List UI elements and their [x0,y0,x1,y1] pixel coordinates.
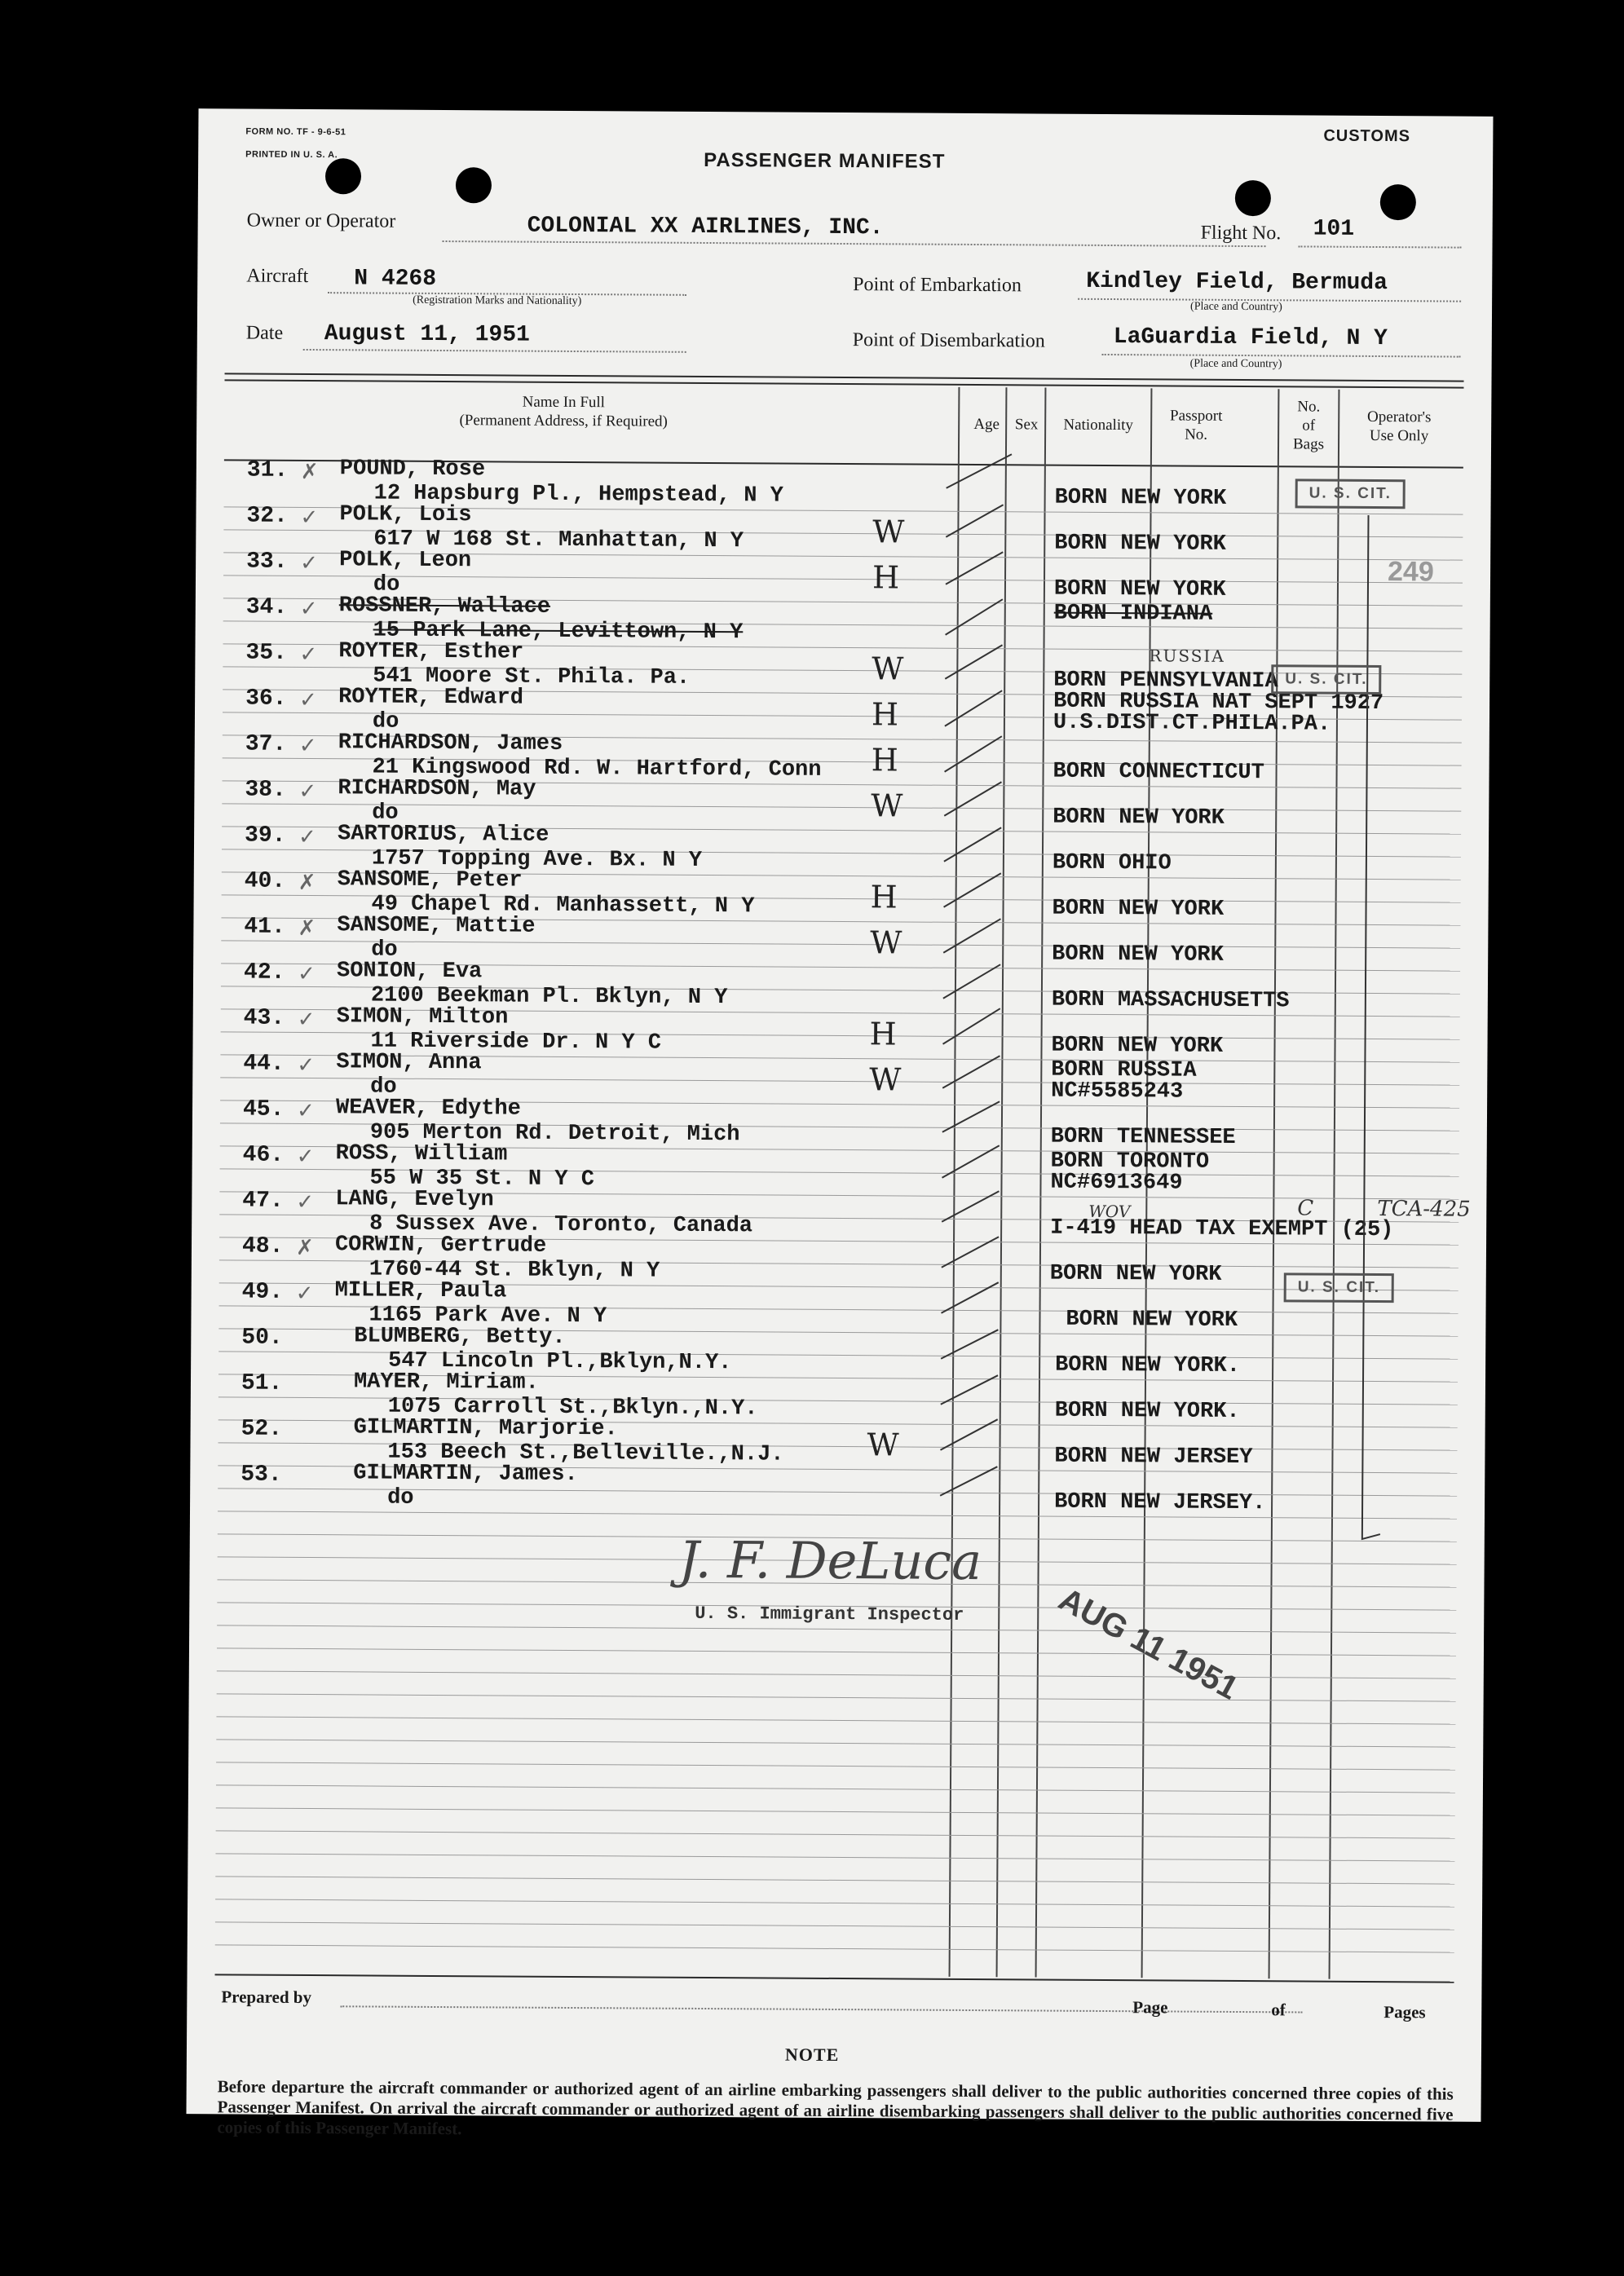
customs-label: CUSTOMS [1323,126,1411,146]
check-mark-icon: ✓ [299,687,317,712]
passenger-nationality: BORN PENNSYLVANIA [1053,668,1278,695]
passenger-name: POLK, Leon [339,548,472,574]
passenger-sex: W [872,514,905,550]
passenger-name: ROYTER, Edward [338,685,524,711]
passenger-address: 21 Kingswood Rd. W. Hartford, Conn [372,755,822,783]
col-name-sub: (Permanent Address, if Required) [459,412,668,430]
passenger-nationality: I-419 HEAD TAX EXEMPT (25) [1050,1215,1394,1243]
passenger-nationality: BORN NEW YORK [1066,1307,1238,1333]
russia-note: RUSSIA [1149,646,1225,666]
embark-label: Point of Embarkation [853,274,1022,297]
check-mark-icon: ✗ [295,1235,314,1260]
passenger-address: 15 Park Lane, Levittown, N Y [373,618,744,646]
check-mark-icon: ✓ [299,596,318,621]
form-title: PASSENGER MANIFEST [704,148,946,173]
passenger-nationality: BORN NEW YORK [1052,942,1224,968]
passenger-address: 1165 Park Ave. N Y [368,1303,607,1330]
date-stamp: AUG 11 1951 [1053,1581,1244,1707]
passenger-address: 12 Hapsburg Pl., Hempstead, N Y [373,481,784,509]
aircraft-caption: (Registration Marks and Nationality) [413,293,582,308]
passenger-nationality: BORN RUSSIA [1051,1057,1197,1083]
passenger-nationality: BORN NEW YORK [1052,896,1225,922]
passenger-nationality-2: NC#6913649 [1050,1170,1183,1196]
pages-label: Pages [1383,2002,1426,2022]
passenger-sex: H [872,559,900,596]
passenger-address: 547 Lincoln Pl.,Bklyn,N.Y. [388,1348,732,1376]
us-cit-stamp: U. S. CIT. [1295,479,1406,509]
passenger-sex: W [869,1061,902,1098]
passenger-address: 153 Beech St.,Belleville.,N.J. [387,1440,784,1467]
row-number: 37. [245,731,287,757]
passenger-address: 55 W 35 St. N Y C [369,1166,595,1193]
check-mark-icon: ✓ [300,505,319,530]
col-op-1: Operator's [1367,408,1432,426]
passenger-address: do [372,709,399,734]
aircraft-value: N 4268 [354,266,437,292]
printed-in: PRINTED IN U. S. A. [245,149,338,161]
passenger-sex: W [872,651,904,687]
check-mark-icon: ✓ [300,550,319,576]
passenger-nationality: BORN INDIANA [1053,601,1213,627]
row-number: 33. [246,549,288,575]
passenger-address: 905 Merton Rd. Detroit, Mich [369,1120,740,1148]
row-number: 42. [243,959,285,986]
row-number: 35. [245,640,287,666]
row-number: 43. [243,1005,285,1031]
col-passport-2: No. [1185,426,1208,443]
passenger-address: do [372,801,399,826]
passenger-name: SIMON, Anna [336,1050,482,1076]
passenger-name: WEAVER, Edythe [335,1096,521,1122]
passenger-name: CORWIN, Gertrude [334,1233,547,1259]
passenger-address: 2100 Beekman Pl. Bklyn, N Y [370,983,728,1011]
passenger-nationality: BORN NEW YORK [1053,576,1226,602]
us-cit-stamp: U. S. CIT. [1271,664,1382,695]
passenger-nationality: BORN RUSSIA NAT SEPT 1927 [1053,689,1384,717]
passenger-name: SIMON, Milton [336,1004,509,1030]
passenger-address: 541 Moore St. Phila. Pa. [373,664,691,690]
passenger-sex: W [870,924,902,961]
passenger-nationality: BORN OHIO [1052,850,1172,876]
check-mark-icon: ✓ [296,1144,315,1169]
row-number: 48. [241,1233,284,1259]
of-label: of [1271,2000,1286,2020]
us-cit-stamp: U. S. CIT. [1284,1273,1395,1303]
passenger-nationality: BORN NEW YORK [1051,1033,1224,1059]
note-text: Before departure the aircraft commander or authorized agent of an airline embarking passengers shall deliver to the public authorities concerned three copies of this Passenger Manifest. On arrival the aircraft commander or authorized agent of an airline disembarking passengers shall deliver to the public authorities concerned five copies of this Passenger Manifest. [217,2076,1454,2139]
wov-note: WOV [1088,1201,1131,1222]
col-name-title: Name In Full [522,393,606,412]
disembark-label: Point of Disembarkation [852,329,1045,352]
passenger-name: ROSSNER, Wallace [338,593,551,620]
check-mark-icon: ✗ [300,459,319,484]
passenger-name: POUND, Rose [339,457,486,483]
passenger-sex: H [871,742,898,779]
passenger-name: SANSOME, Mattie [337,913,536,939]
col-op-2: Use Only [1369,426,1429,445]
number-249: 249 [1387,556,1434,588]
passenger-address: 8 Sussex Ave. Toronto, Canada [369,1211,753,1239]
passenger-nationality-2: U.S.DIST.CT.PHILA.PA. [1053,710,1331,737]
passenger-nationality-2: NC#5585243 [1051,1078,1184,1105]
handwritten-slashes [188,108,1493,1747]
col-sex-header: Sex [1014,416,1039,434]
passenger-address: 11 Riverside Dr. N Y C [370,1029,662,1056]
passenger-nationality: BORN NEW YORK. [1054,1398,1240,1425]
passenger-nationality: BORN CONNECTICUT [1053,759,1264,786]
passenger-name: MAYER, Miriam. [353,1370,539,1396]
date-value: August 11, 1951 [324,321,530,348]
row-number: 52. [241,1416,283,1442]
inspector-title: U. S. Immigrant Inspector [695,1603,964,1625]
row-number: 46. [242,1142,285,1168]
row-number: 34. [245,594,288,620]
row-number: 31. [246,457,289,483]
passenger-nationality: BORN NEW YORK [1054,485,1227,511]
col-bags-2: of [1302,417,1316,434]
check-mark-icon: ✓ [297,1052,316,1078]
check-mark-icon: ✓ [299,642,318,667]
passenger-name: LANG, Evelyn [335,1187,494,1213]
check-mark-icon: ✓ [298,824,316,849]
passenger-address: do [373,572,400,598]
passenger-address: do [387,1485,414,1511]
check-mark-icon: ✗ [298,870,316,895]
passenger-sex: H [869,1016,897,1052]
passenger-name: SARTORIUS, Alice [338,822,549,848]
page-label: Page [1132,1997,1168,2018]
prepared-by-label: Prepared by [221,1987,312,2008]
passenger-name: POLK, Lois [339,502,472,528]
row-number: 36. [245,686,287,712]
disembark-caption: (Place and Country) [1189,357,1282,371]
col-nationality-header: Nationality [1063,416,1133,434]
check-mark-icon: ✓ [295,1281,314,1306]
passenger-sex: H [871,696,899,733]
passenger-address: 1757 Topping Ave. Bx. N Y [371,846,703,873]
row-number: 50. [241,1325,283,1351]
aircraft-label: Aircraft [246,265,309,287]
passenger-address: do [371,937,398,963]
check-mark-icon: ✓ [297,1007,316,1032]
passenger-nationality: BORN NEW YORK [1049,1261,1222,1287]
c-mark: C [1297,1196,1314,1221]
check-mark-icon: ✓ [298,779,317,804]
col-age-header: Age [973,415,1000,434]
passenger-nationality: BORN NEW YORK [1053,805,1225,831]
check-mark-icon: ✓ [297,961,316,986]
row-number: 44. [243,1051,285,1077]
row-number: 53. [241,1462,282,1488]
owner-value: COLONIAL XX AIRLINES, INC. [527,213,884,241]
row-number: 38. [245,777,286,803]
disembark-value: LaGuardia Field, N Y [1113,324,1388,352]
date-label: Date [245,322,284,344]
passenger-nationality: BORN NEW YORK. [1055,1352,1241,1379]
flight-label: Flight No. [1200,222,1282,245]
check-mark-icon: ✓ [298,733,317,758]
embark-value: Kindley Field, Bermuda [1086,268,1388,297]
row-number: 47. [242,1188,284,1214]
check-mark-icon: ✓ [296,1189,315,1215]
passenger-address: 617 W 168 St. Manhattan, N Y [373,527,744,554]
passenger-nationality: BORN NEW JERSEY. [1054,1489,1266,1516]
embark-caption: (Place and Country) [1190,300,1282,314]
form-number: FORM NO. TF - 9-6-51 [245,126,346,138]
passenger-nationality: BORN NEW JERSEY [1054,1444,1253,1471]
owner-label: Owner or Operator [246,210,396,232]
check-mark-icon: ✗ [298,915,316,941]
passenger-address: 1075 Carroll St.,Bklyn.,N.Y. [387,1394,758,1422]
note-title: NOTE [784,2044,840,2066]
row-number: 40. [244,868,286,894]
passenger-name: RICHARDSON, James [338,730,563,756]
passenger-name: ROSS, William [335,1141,508,1167]
inspector-signature: J. F. DeLuca [678,1529,982,1592]
passenger-name: BLUMBERG, Betty. [354,1324,566,1350]
passenger-nationality: BORN TENNESSEE [1050,1124,1236,1150]
passenger-name: GILMARTIN, James. [353,1461,578,1488]
tca-note: TCA-425 [1377,1197,1471,1222]
col-bags-3: Bags [1292,435,1325,453]
passenger-name: SANSOME, Peter [337,867,523,893]
passenger-sex: W [871,787,903,824]
passenger-nationality: BORN NEW YORK [1054,531,1227,557]
col-passport-1: Passport [1169,407,1223,425]
passenger-name: GILMARTIN, Marjorie. [353,1415,618,1442]
passenger-address: 1760-44 St. Bklyn, N Y [368,1257,660,1284]
col-bags-1: No. [1297,398,1321,416]
passenger-name: RICHARDSON, May [338,776,536,802]
flight-value: 101 [1313,216,1355,242]
manifest-page [187,108,1494,2139]
passenger-sex: W [867,1427,899,1463]
row-number: 32. [246,503,288,529]
slash-strokes [940,454,1387,1539]
passenger-nationality: BORN MASSACHUSETTS [1051,987,1290,1014]
passenger-sex: H [870,879,898,915]
passenger-name: SONION, Eva [336,959,483,985]
row-number: 51. [241,1370,283,1396]
passenger-address: 49 Chapel Rd. Manhassett, N Y [371,892,755,920]
row-number: 45. [242,1096,285,1123]
row-number: 41. [244,914,285,940]
passenger-name: ROYTER, Esther [338,639,524,665]
passenger-name: MILLER, Paula [334,1278,507,1304]
passenger-address: do [370,1074,397,1100]
row-number: 39. [244,823,286,849]
row-number: 49. [241,1279,284,1305]
passenger-nationality: BORN TORONTO [1050,1149,1210,1175]
check-mark-icon: ✓ [296,1098,315,1123]
